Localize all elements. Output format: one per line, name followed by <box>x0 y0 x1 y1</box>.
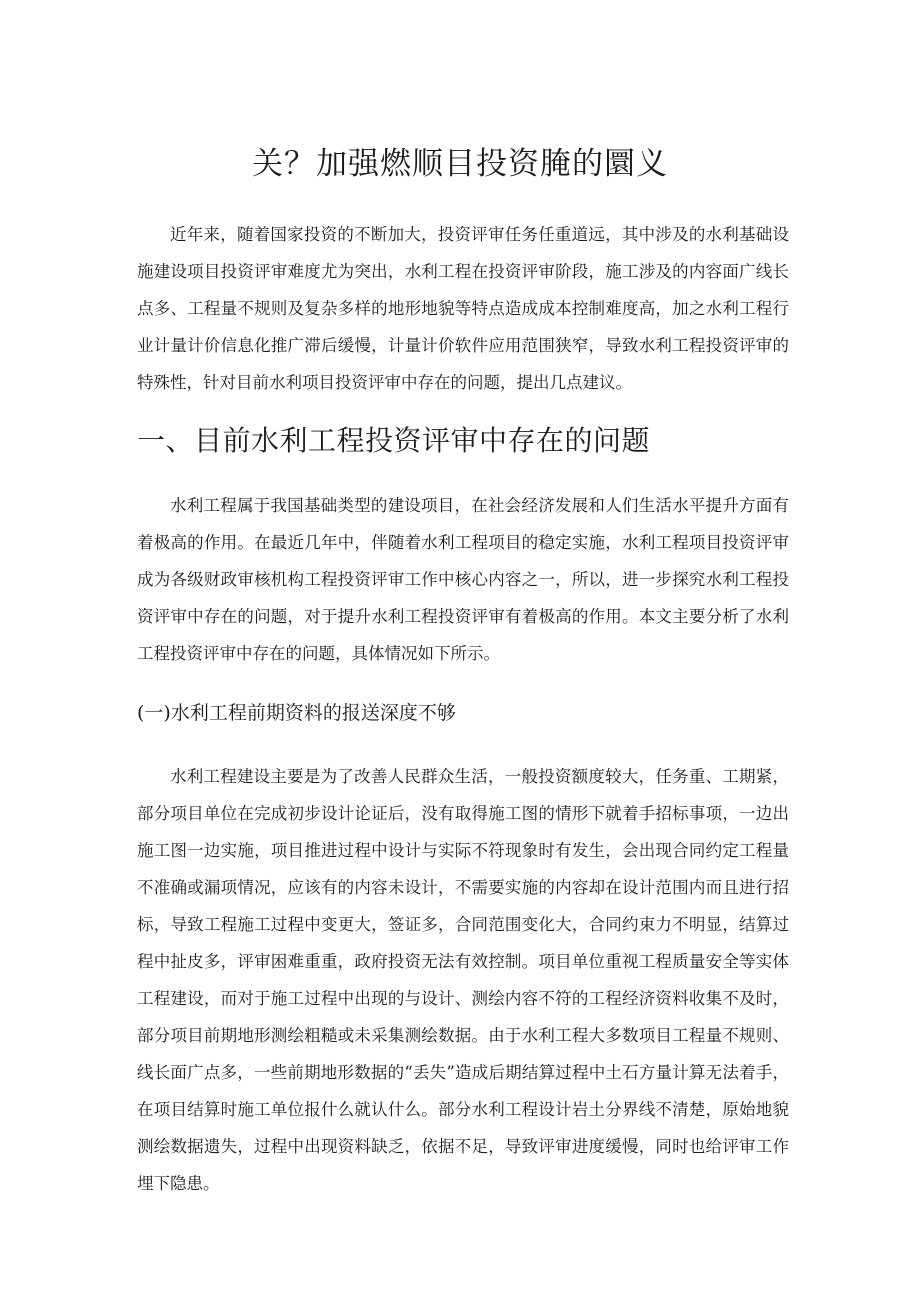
section-heading: 一、目前水利工程投资评审中存在的问题 <box>137 424 651 457</box>
intro-paragraph: 近年来，随着国家投资的不断加大，投资评审任务任重道远，其中涉及的水利基础设施建设项目投资评审难度尤为突出，水利工程在投资评审阶段，施工涉及的内容面广线长点多、工程量不规则及复杂多样的地形地貌等特点造成成本控制难度高，加之水利工程行业计量计价信息化推广滞后缓慢，计量计价软件应用范围狭窄，导致水利工程投资评审的特殊性，针对目前水利项目投资评审中存在的问题，提出几点建议。 <box>137 225 789 392</box>
document-title: 关？加强燃顺目投资腌的圜义 <box>252 146 668 182</box>
section-paragraph: 水利工程属于我国基础类型的建设项目，在社会经济发展和人们生活水平提升方面有着极高的作用。在最近几年中，伴随着水利工程项目的稳定实施，水利工程项目投资评审成为各级财政审核机构工程投资评审工作中核心内容之一，所以，进一步探究水利工程投资评审中存在的问题，对于提升水利工程投资评审有着极高的作用。本文主要分析了水利工程投资评审中存在的问题，具体情况如下所示。 <box>137 496 789 663</box>
subsection-paragraph: 水利工程建设主要是为了改善人民群众生活，一般投资额度较大，任务重、工期紧，部分项目单位在完成初步设计论证后，没有取得施工图的情形下就着手招标事项，一边出施工图一边实施，项目推进过程中设计与实际不符现象时有发生，会出现合同约定工程量不准确或漏项情况，应该有的内容未设计，不需要实施的内容却在设计范围内而且进行招标，导致工程施工过程中变更大，签证多，合同范围变化大，合同约束力不明显，结算过程中扯皮多，评审困难重重，政府投资无法有效控制。项目单位重视工程质量安全等实体工程建设，而对于施工过程中出现的与设计、测绘内容不符的工程经济资料收集不及时，部分项目前期地形测绘粗糙或未采集测绘数据。由于水利工程大多数项目工程量不规则、线长面广点多，一些前期地形数据的“丢失”造成后期结算过程中土石方量计算无法着手，在项目结算时施工单位报什么就认什么。部分水利工程设计岩土分界线不清楚，原始地貌测绘数据遗失，过程中出现资料缺乏，依据不足，导致评审进度缓慢，同时也给评审工作埋下隐患。 <box>137 767 789 1193</box>
subsection-heading: (一)水利工程前期资料的报送深度不够 <box>137 702 456 724</box>
